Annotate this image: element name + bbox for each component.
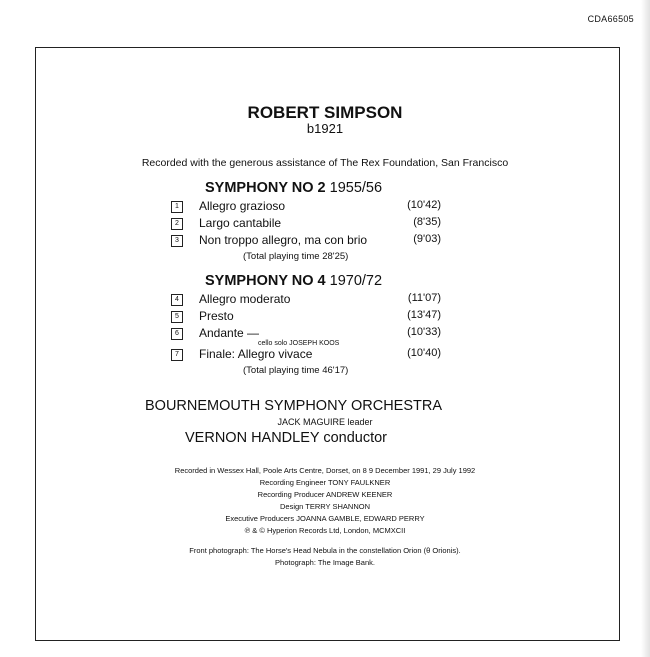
cello-soloist-note: cello solo JOSEPH KOOS: [258, 340, 340, 347]
track-row: [171, 347, 441, 363]
track-row: [171, 309, 441, 325]
track-number: 6: [171, 328, 183, 340]
symphony-4-years: 1970/72: [329, 273, 383, 289]
acknowledgement: Recorded with the generous assistance of The Rex Foundation, San Francisco: [141, 157, 509, 169]
track-number: 5: [171, 311, 183, 323]
track-duration: (8'35): [413, 216, 441, 228]
track-number: 7: [171, 349, 183, 361]
track-row: [171, 199, 441, 215]
symphony-4-title: SYMPHONY NO 4: [205, 273, 326, 289]
track-duration: (10'40): [407, 347, 441, 359]
photo-credit-line: Photograph: The Image Bank.: [275, 558, 375, 567]
track-title: Finale: Allegro vivace: [199, 347, 313, 361]
conductor: VERNON HANDLEY conductor: [185, 430, 388, 446]
symphony-2-heading: [205, 180, 382, 196]
orchestra-name: BOURNEMOUTH SYMPHONY ORCHESTRA: [145, 398, 443, 414]
track-row: [171, 216, 441, 232]
symphony-2-total-time: (Total playing time 28'25): [243, 251, 349, 262]
symphony-2-years: 1955/56: [329, 180, 383, 196]
track-number: 1: [171, 201, 183, 213]
track-duration: (11'07): [407, 292, 441, 304]
track-duration: (13'47): [407, 309, 441, 321]
track-title: Largo cantabile: [199, 216, 282, 230]
track-duration: (10'42): [407, 199, 441, 211]
track-title: Allegro moderato: [199, 292, 291, 306]
symphony-4-total-time: (Total playing time 46'17): [243, 365, 349, 376]
track-number: 2: [171, 218, 183, 230]
composer-birth-year: b1921: [306, 121, 344, 136]
credit-line: Recorded in Wessex Hall, Poole Arts Centre, Dorset, on 8 9 December 1991, 29 July 1992: [174, 466, 476, 475]
symphony-2-title: SYMPHONY NO 2: [205, 180, 326, 196]
track-row: [171, 233, 441, 249]
credit-line: Design TERRY SHANNON: [279, 502, 371, 511]
track-row: [171, 292, 441, 308]
credit-line: ℗ & © Hyperion Records Ltd, London, MCMXCII: [244, 526, 406, 535]
track-title: Allegro grazioso: [199, 199, 286, 213]
track-number: 3: [171, 235, 183, 247]
catalog-number: CDA66505: [587, 14, 634, 24]
photo-credit-line: Front photograph: The Horse's Head Nebula in the constellation Orion (θ Orionis).: [189, 546, 461, 555]
track-title: Non troppo allegro, ma con brio: [199, 233, 368, 247]
credit-line: Executive Producers JOANNA GAMBLE, EDWARD PERRY: [225, 514, 425, 523]
composer-name: ROBERT SIMPSON: [247, 103, 403, 122]
track-title: Andante —: [199, 326, 260, 340]
orchestra-leader: JACK MAGUIRE leader: [277, 417, 373, 427]
symphony-4-heading: [205, 273, 382, 289]
track-duration: (9'03): [413, 233, 441, 245]
credit-line: Recording Engineer TONY FAULKNER: [259, 478, 391, 487]
track-number: 4: [171, 294, 183, 306]
track-duration: (10'33): [407, 326, 441, 338]
credit-line: Recording Producer ANDREW KEENER: [257, 490, 393, 499]
track-title: Presto: [199, 309, 234, 323]
